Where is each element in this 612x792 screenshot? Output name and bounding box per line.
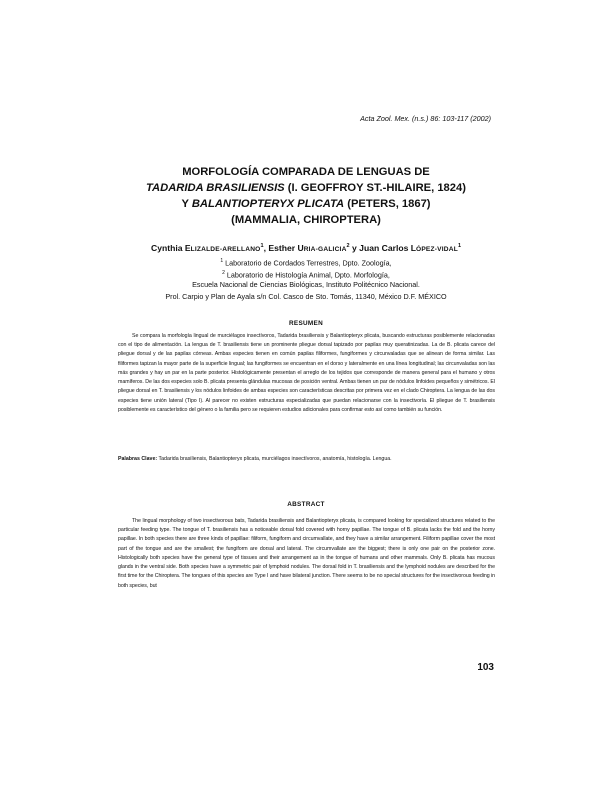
affiliation-1-text: Laboratorio de Cordados Terrestres, Dpto. Zoología, [223, 258, 392, 268]
title-species-2: BALANTIOPTERYX PLICATA [191, 198, 345, 210]
title-species-1: TADARIDA BRASILIENSIS [146, 182, 285, 194]
keywords [118, 455, 495, 464]
title-conjunction: Y [181, 198, 192, 210]
page-number: 103 [477, 662, 494, 673]
author-2-surname: RIA-GALICIA [303, 246, 347, 253]
keywords-label: Palabras Clave: [118, 456, 158, 462]
title-line-3 [100, 196, 512, 212]
author-2-affil-mark: 2 [346, 243, 350, 250]
abstract-paragraph [118, 517, 495, 645]
author-list [100, 243, 512, 253]
affiliation-2 [100, 268, 512, 280]
abstract-text: The lingual morphology of two insectivorous bats, Tadarida brasiliensis and Balantiopteryx plicata, is compared looking for specialized structures related to the particular feeding type. The tongue of T. brasiliensis has a noticeable dorsal fold covered with horny papillae. The tongue of B. plicata lacks the fold and the horny papillae. In both species there are three kinds of papillae: filiform, fungiform and circumvallate, and they have a similar arrangement. Filiform papillae cover the most part of the tongue and are the smallest; the fungiform are dorsal and lateral. The circumvallate are the biggest; there is only one pair on the posterior zone. Histologically both species have the general type of tissues and their arrangement as in the tongue of humans and other mammals. Only B. plicata has mucous glands in the ventral side. Both species have a symmetric pair of lymphoid nodules. The dorsal fold in T. brasiliensis and the lymphoid nodules are described for the first time for the Chiroptera. The tongues of this species are Type I and have bilateral junction. There seems to be no special structures for the insectivorous feeding in both species, but [118, 518, 495, 589]
resumen-heading: RESUMEN [288, 320, 324, 327]
author-1-surname: LIZALDE-ARELLANO [190, 246, 261, 253]
affiliation-2-mark: 2 [222, 270, 225, 276]
journal-citation: Acta Zool. Mex. (n.s.) 86: 103-117 (2002) [360, 114, 491, 123]
abstract-heading: ABSTRACT [287, 501, 325, 508]
author-1-first: Cynthia E [150, 243, 191, 253]
article-title [100, 164, 512, 228]
author-3-affil-mark: 1 [457, 243, 461, 250]
affiliation-address: Prol. Carpio y Plan de Ayala s/n Col. Casco de Sto. Tomás, 11340, México D.F. MÉXICO [165, 292, 447, 301]
title-line-1: MORFOLOGÍA COMPARADA DE LENGUAS DE [182, 166, 430, 178]
author-3-first: y Juan Carlos L [349, 243, 416, 253]
affiliation-1 [100, 256, 512, 268]
title-line-4: (MAMMALIA, CHIROPTERA) [231, 214, 381, 226]
title-authority-2: (PETERS, 1867) [344, 198, 431, 210]
author-1-affil-mark: 1 [260, 243, 264, 250]
affiliation-1-mark: 1 [220, 258, 224, 264]
resumen-text: Se compara la morfología lingual de murciélagos insectívoros, Tadarida brasiliensis y Balantiopteryx plicata, buscando estructuras posiblemente relacionadas con el tipo de alimentación. La lengua de T. brasiliensis tiene un prominente pliegue dorsal tapizado por papilas muy queratinizadas. La de B. plicata carece del pliegue dorsal y de las papilas córneas. Ambas especies tienen en común papilas filiformes, fungiformes y circunvaladas que se alinean de forma similar. Las filiformes tapizan la mayor parte de la superficie lingual; las fungiformes se encuentran en el dorso y lateralmente en una línea longitudinal; las circunvaladas son las más grandes y hay un par en la parte posterior. Histológicamente presentan el arreglo de los tejidos que corresponde de manera general para el humano y otros mamíferos. De las dos especies solo B. plicata presenta glándulas mucosas de posición ventral. Ambas tienen un par de nódulos linfoides pequeños y simétricos. El pliegue dorsal en T. brasiliensis y los nódulos linfoides de ambas especies son características descritas por primera vez en el clado Chiroptera. La lengua de las dos especies tiene unión lateral (Tipo I). Al parecer no existen estructuras especializadas que puedan relacionarse con la insectivoría. El pliegue de T. brasiliensis posiblemente es característico del género o la familia pero se requieren estudios adicionales para confirmar esto así como también su función. [118, 333, 495, 413]
title-authority-1: (I. GEOFFROY ST.-HILAIRE, 1824) [284, 182, 466, 194]
affiliation-institution: Escuela Nacional de Ciencias Biológicas, Instituto Politécnico Nacional. [192, 280, 420, 289]
affiliation-2-text: Laboratorio de Histología Animal, Dpto. Morfología, [224, 270, 390, 280]
title-line-2 [100, 180, 512, 196]
author-3-surname: ÓPEZ-VIDAL [416, 246, 458, 253]
resumen-paragraph [118, 332, 495, 456]
author-2-first: , Esther U [263, 243, 304, 253]
keywords-text: Tadarida brasiliensis, Balantiopteryx plicata, murciélagos insectívoros, anatomía, histología. Lengua. [157, 456, 392, 462]
